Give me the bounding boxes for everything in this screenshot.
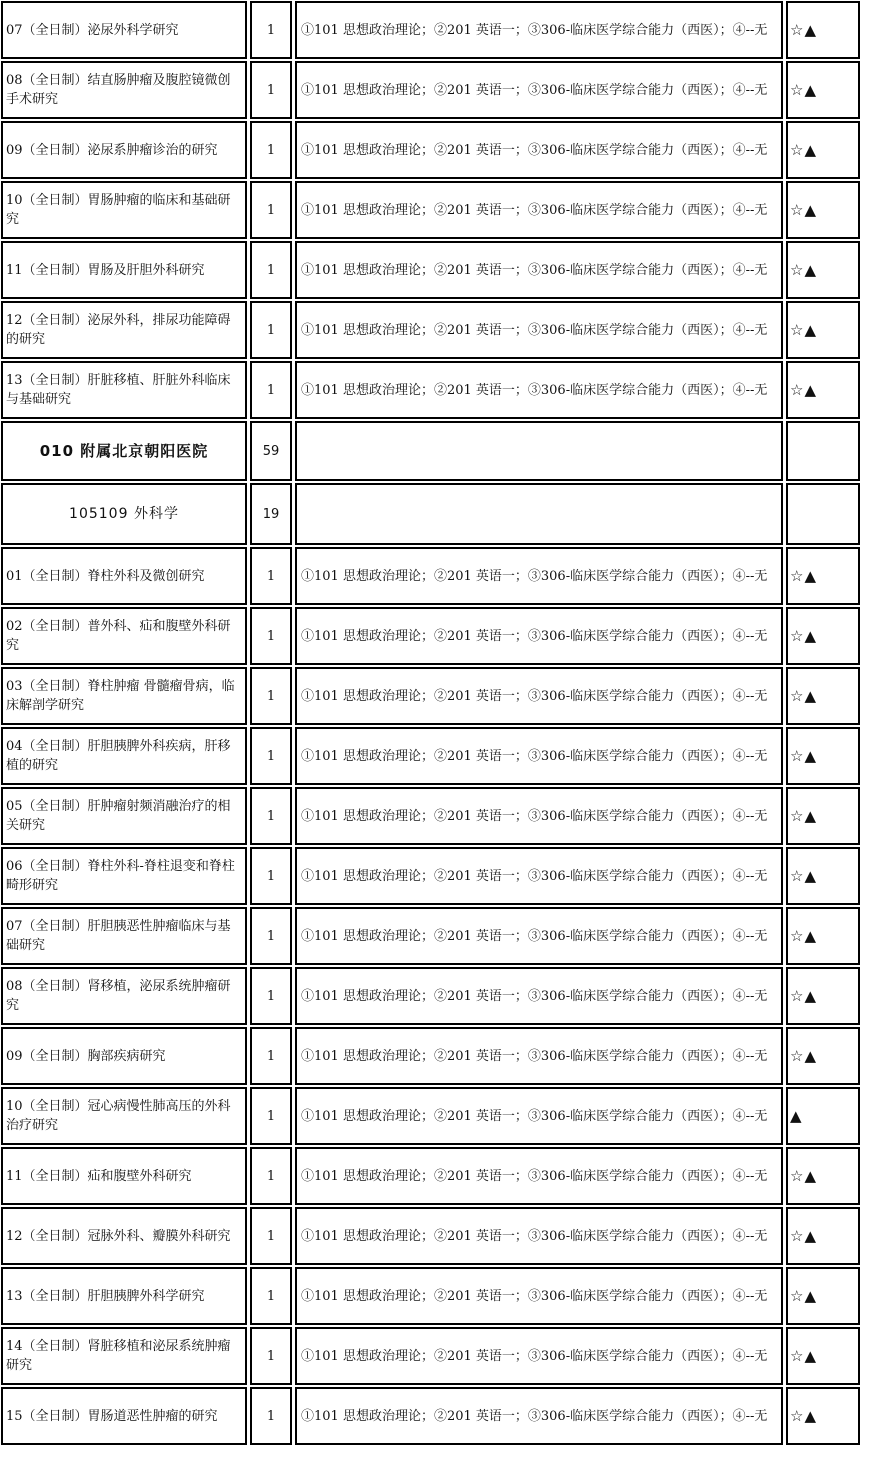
remark-symbols: ☆▲: [786, 1267, 860, 1325]
remark-symbols: ☆▲: [786, 1147, 860, 1205]
direction-name: 13（全日制）肝胆胰脾外科学研究: [1, 1267, 247, 1325]
direction-row: [0, 300, 875, 360]
enrollment-count: 1: [250, 1147, 292, 1205]
direction-row: [0, 1266, 875, 1326]
enrollment-count: 1: [250, 607, 292, 665]
remark-symbols: ☆▲: [786, 1327, 860, 1385]
direction-row: [0, 726, 875, 786]
remark-symbols: ☆▲: [786, 121, 860, 179]
major-marks-empty: [786, 483, 860, 545]
enrollment-count: 1: [250, 1027, 292, 1085]
remark-symbols: ☆▲: [786, 1027, 860, 1085]
remark-symbols: ☆▲: [786, 667, 860, 725]
direction-row: [0, 240, 875, 300]
exam-subjects: ①101 思想政治理论；②201 英语一；③306-临床医学综合能力（西医）；④--无: [295, 61, 783, 119]
exam-subjects: ①101 思想政治理论；②201 英语一；③306-临床医学综合能力（西医）；④--无: [295, 1267, 783, 1325]
direction-row: [0, 1146, 875, 1206]
remark-symbols: ☆▲: [786, 181, 860, 239]
direction-row: [0, 546, 875, 606]
direction-name: 11（全日制）疝和腹壁外科研究: [1, 1147, 247, 1205]
enrollment-count: 1: [250, 1, 292, 59]
exam-subjects: ①101 思想政治理论；②201 英语一；③306-临床医学综合能力（西医）；④--无: [295, 1207, 783, 1265]
remark-symbols: ☆▲: [786, 907, 860, 965]
enrollment-count: 1: [250, 61, 292, 119]
direction-name: 12（全日制）泌尿外科，排尿功能障碍的研究: [1, 301, 247, 359]
direction-name: 01（全日制）脊柱外科及微创研究: [1, 547, 247, 605]
remark-symbols: ☆▲: [786, 787, 860, 845]
direction-group-a: [0, 0, 875, 420]
enrollment-count: 1: [250, 847, 292, 905]
exam-subjects: ①101 思想政治理论；②201 英语一；③306-临床医学综合能力（西医）；④--无: [295, 1147, 783, 1205]
exam-subjects: ①101 思想政治理论；②201 英语一；③306-临床医学综合能力（西医）；④--无: [295, 361, 783, 419]
direction-name: 14（全日制）肾脏移植和泌尿系统肿瘤研究: [1, 1327, 247, 1385]
direction-name: 09（全日制）泌尿系肿瘤诊治的研究: [1, 121, 247, 179]
direction-row: [0, 1206, 875, 1266]
exam-subjects: ①101 思想政治理论；②201 英语一；③306-临床医学综合能力（西医）；④--无: [295, 1, 783, 59]
department-header-row: [0, 420, 875, 482]
remark-symbols: ☆▲: [786, 967, 860, 1025]
direction-row: [0, 846, 875, 906]
remark-symbols: ☆▲: [786, 547, 860, 605]
major-name: 105109 外科学: [1, 483, 247, 545]
direction-name: 07（全日制）泌尿外科学研究: [1, 1, 247, 59]
direction-name: 06（全日制）脊柱外科-脊柱退变和脊柱畸形研究: [1, 847, 247, 905]
department-count: 59: [250, 421, 292, 481]
department-marks-empty: [786, 421, 860, 481]
exam-subjects: ①101 思想政治理论；②201 英语一；③306-临床医学综合能力（西医）；④--无: [295, 907, 783, 965]
direction-name: 08（全日制）结直肠肿瘤及腹腔镜微创手术研究: [1, 61, 247, 119]
direction-name: 03（全日制）脊柱肿瘤 骨髓瘤骨病，临床解剖学研究: [1, 667, 247, 725]
exam-subjects: ①101 思想政治理论；②201 英语一；③306-临床医学综合能力（西医）；④--无: [295, 181, 783, 239]
remark-symbols: ☆▲: [786, 1387, 860, 1445]
direction-row: [0, 60, 875, 120]
direction-name: 15（全日制）胃肠道恶性肿瘤的研究: [1, 1387, 247, 1445]
direction-row: [0, 360, 875, 420]
remark-symbols: ☆▲: [786, 1, 860, 59]
direction-row: [0, 666, 875, 726]
direction-row: [0, 1026, 875, 1086]
direction-row: [0, 1086, 875, 1146]
exam-subjects: ①101 思想政治理论；②201 英语一；③306-临床医学综合能力（西医）；④--无: [295, 847, 783, 905]
enrollment-count: 1: [250, 727, 292, 785]
department-subjects-empty: [295, 421, 783, 481]
direction-row: [0, 906, 875, 966]
exam-subjects: ①101 思想政治理论；②201 英语一；③306-临床医学综合能力（西医）；④--无: [295, 967, 783, 1025]
direction-group-b: [0, 546, 875, 1446]
enrollment-count: 1: [250, 361, 292, 419]
direction-row: [0, 180, 875, 240]
enrollment-count: 1: [250, 967, 292, 1025]
direction-row: [0, 1326, 875, 1386]
major-header-row: [0, 482, 875, 546]
direction-name: 05（全日制）肝肿瘤射频消融治疗的相关研究: [1, 787, 247, 845]
exam-subjects: ①101 思想政治理论；②201 英语一；③306-临床医学综合能力（西医）；④--无: [295, 1327, 783, 1385]
remark-symbols: ☆▲: [786, 301, 860, 359]
direction-row: [0, 1386, 875, 1446]
remark-symbols: ☆▲: [786, 727, 860, 785]
enrollment-count: 1: [250, 241, 292, 299]
remark-symbols: ☆▲: [786, 61, 860, 119]
enrollment-count: 1: [250, 667, 292, 725]
enrollment-count: 1: [250, 1087, 292, 1145]
direction-name: 07（全日制）肝胆胰恶性肿瘤临床与基础研究: [1, 907, 247, 965]
enrollment-count: 1: [250, 181, 292, 239]
direction-row: [0, 120, 875, 180]
exam-subjects: ①101 思想政治理论；②201 英语一；③306-临床医学综合能力（西医）；④--无: [295, 727, 783, 785]
enrollment-count: 1: [250, 1387, 292, 1445]
direction-name: 10（全日制）冠心病慢性肺高压的外科治疗研究: [1, 1087, 247, 1145]
department-name: 010 附属北京朝阳医院: [1, 421, 247, 481]
direction-row: [0, 0, 875, 60]
direction-name: 08（全日制）肾移植，泌尿系统肿瘤研究: [1, 967, 247, 1025]
enrollment-count: 1: [250, 787, 292, 845]
exam-subjects: ①101 思想政治理论；②201 英语一；③306-临床医学综合能力（西医）；④--无: [295, 121, 783, 179]
remark-symbols: ☆▲: [786, 1207, 860, 1265]
exam-subjects: ①101 思想政治理论；②201 英语一；③306-临床医学综合能力（西医）；④--无: [295, 1027, 783, 1085]
remark-symbols: ▲: [786, 1087, 860, 1145]
exam-subjects: ①101 思想政治理论；②201 英语一；③306-临床医学综合能力（西医）；④--无: [295, 241, 783, 299]
exam-subjects: ①101 思想政治理论；②201 英语一；③306-临床医学综合能力（西医）；④--无: [295, 787, 783, 845]
direction-name: 09（全日制）胸部疾病研究: [1, 1027, 247, 1085]
direction-name: 10（全日制）胃肠肿瘤的临床和基础研究: [1, 181, 247, 239]
exam-subjects: ①101 思想政治理论；②201 英语一；③306-临床医学综合能力（西医）；④--无: [295, 1387, 783, 1445]
enrollment-count: 1: [250, 121, 292, 179]
direction-name: 13（全日制）肝脏移植、肝脏外科临床与基础研究: [1, 361, 247, 419]
exam-subjects: ①101 思想政治理论；②201 英语一；③306-临床医学综合能力（西医）；④--无: [295, 1087, 783, 1145]
major-subjects-empty: [295, 483, 783, 545]
enrollment-count: 1: [250, 907, 292, 965]
remark-symbols: ☆▲: [786, 361, 860, 419]
major-count: 19: [250, 483, 292, 545]
exam-subjects: ①101 思想政治理论；②201 英语一；③306-临床医学综合能力（西医）；④--无: [295, 547, 783, 605]
exam-subjects: ①101 思想政治理论；②201 英语一；③306-临床医学综合能力（西医）；④--无: [295, 607, 783, 665]
direction-row: [0, 966, 875, 1026]
direction-name: 02（全日制）普外科、疝和腹壁外科研究: [1, 607, 247, 665]
direction-name: 11（全日制）胃肠及肝胆外科研究: [1, 241, 247, 299]
enrollment-count: 1: [250, 1327, 292, 1385]
remark-symbols: ☆▲: [786, 607, 860, 665]
enrollment-count: 1: [250, 1207, 292, 1265]
direction-name: 12（全日制）冠脉外科、瓣膜外科研究: [1, 1207, 247, 1265]
enrollment-count: 1: [250, 1267, 292, 1325]
enrollment-count: 1: [250, 301, 292, 359]
enrollment-count: 1: [250, 547, 292, 605]
direction-name: 04（全日制）肝胆胰脾外科疾病，肝移植的研究: [1, 727, 247, 785]
remark-symbols: ☆▲: [786, 241, 860, 299]
direction-row: [0, 786, 875, 846]
direction-row: [0, 606, 875, 666]
exam-subjects: ①101 思想政治理论；②201 英语一；③306-临床医学综合能力（西医）；④--无: [295, 667, 783, 725]
exam-subjects: ①101 思想政治理论；②201 英语一；③306-临床医学综合能力（西医）；④--无: [295, 301, 783, 359]
remark-symbols: ☆▲: [786, 847, 860, 905]
